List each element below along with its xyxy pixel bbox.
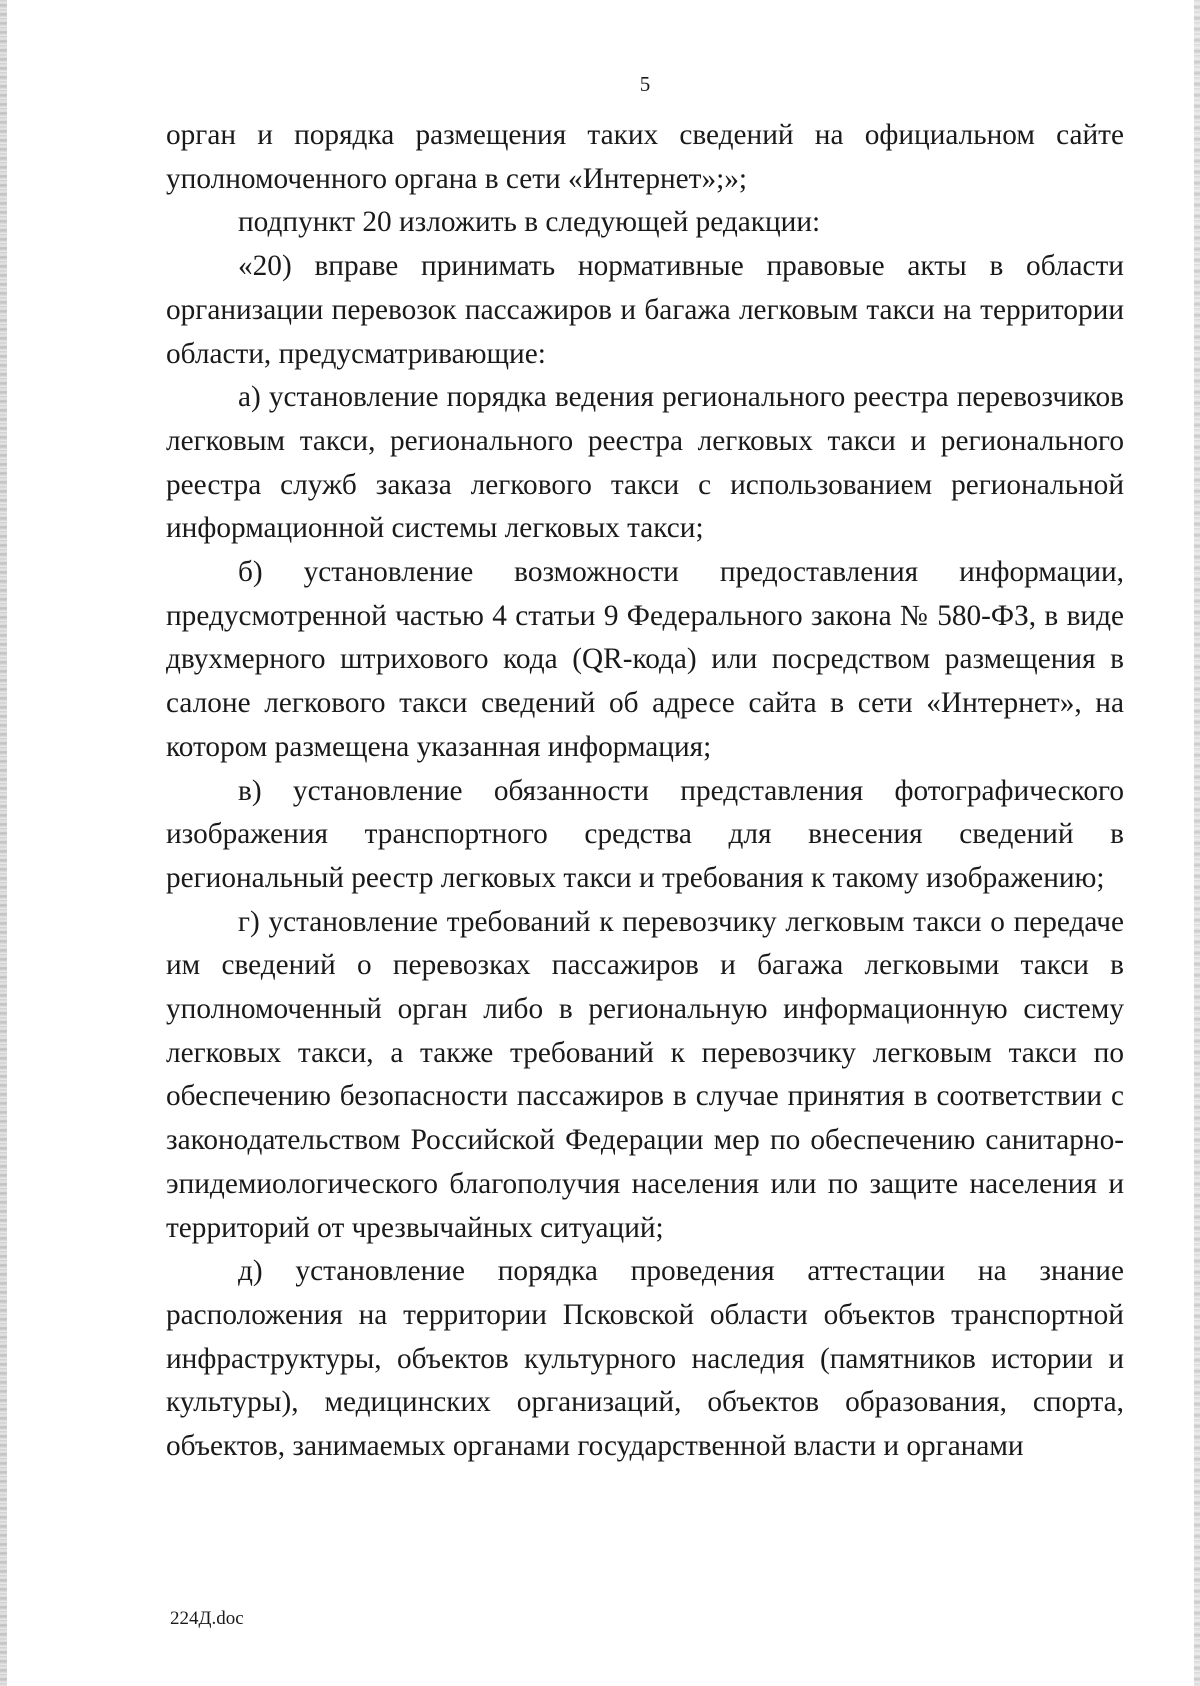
paragraph: подпункт 20 изложить в следующей редакции: (238, 206, 821, 239)
paragraph: а) установление порядка ведения регионального реестра перевозчиков легковым такси, регионального реестра легковых такси и регионального реестра служб заказа легкового такси с использованием региональной информационной системы легковых такси; (166, 381, 1124, 545)
paragraph: б) установление возможности предоставления информации, предусмотренной частью 4 статьи 9 Федерального закона № 580-ФЗ, в виде двухмерного штрихового кода (QR-кода) или посредством размещения в салоне легкового такси сведений об адресе сайта в сети «Интернет», на котором размещена указанная информация; (166, 556, 1124, 763)
paragraph: д) установление порядка проведения аттестации на знание расположения на территории Псковской области объектов транспортной инфраструктуры, объектов культурного наследия (памятников истории и культуры), медицинских организаций, объектов образования, спорта, объектов, занимаемых органами государственной власти и органами (166, 1255, 1124, 1463)
footer-filename: 224Д.doc (170, 1608, 244, 1629)
paragraph: «20) вправе принимать нормативные правовые акты в области организации перевозок пассажиров и багажа легковым такси на территории области, предусматривающие: (166, 250, 1124, 370)
paragraph: г) установление требований к перевозчику легковым такси о передаче им сведений о перевозках пассажиров и багажа легковыми такси в уполномоченный орган либо в региональную информационную систему легковых такси, а также требований к перевозчику легковым такси по обеспечению безопасности пассажиров в случае принятия в соответствии с законодательством Российской Федерации мер по обеспечению санитарно-эпидемиологического благополучия населения или по защите населения и территорий от чрезвычайных ситуаций; (166, 905, 1124, 1244)
paragraph: в) установление обязанности представления фотографического изображения транспортного средства для внесения сведений в региональный реестр легковых такси и требования к такому изображению; (166, 774, 1124, 894)
document-body (166, 114, 1124, 1469)
scan-border-left (0, 0, 7, 1686)
paragraph: орган и порядка размещения таких сведений на официальном сайте уполномоченного органа в сети «Интернет»;»; (166, 119, 1124, 195)
scan-border-right (1194, 0, 1200, 1686)
page-number: 5 (639, 72, 651, 96)
